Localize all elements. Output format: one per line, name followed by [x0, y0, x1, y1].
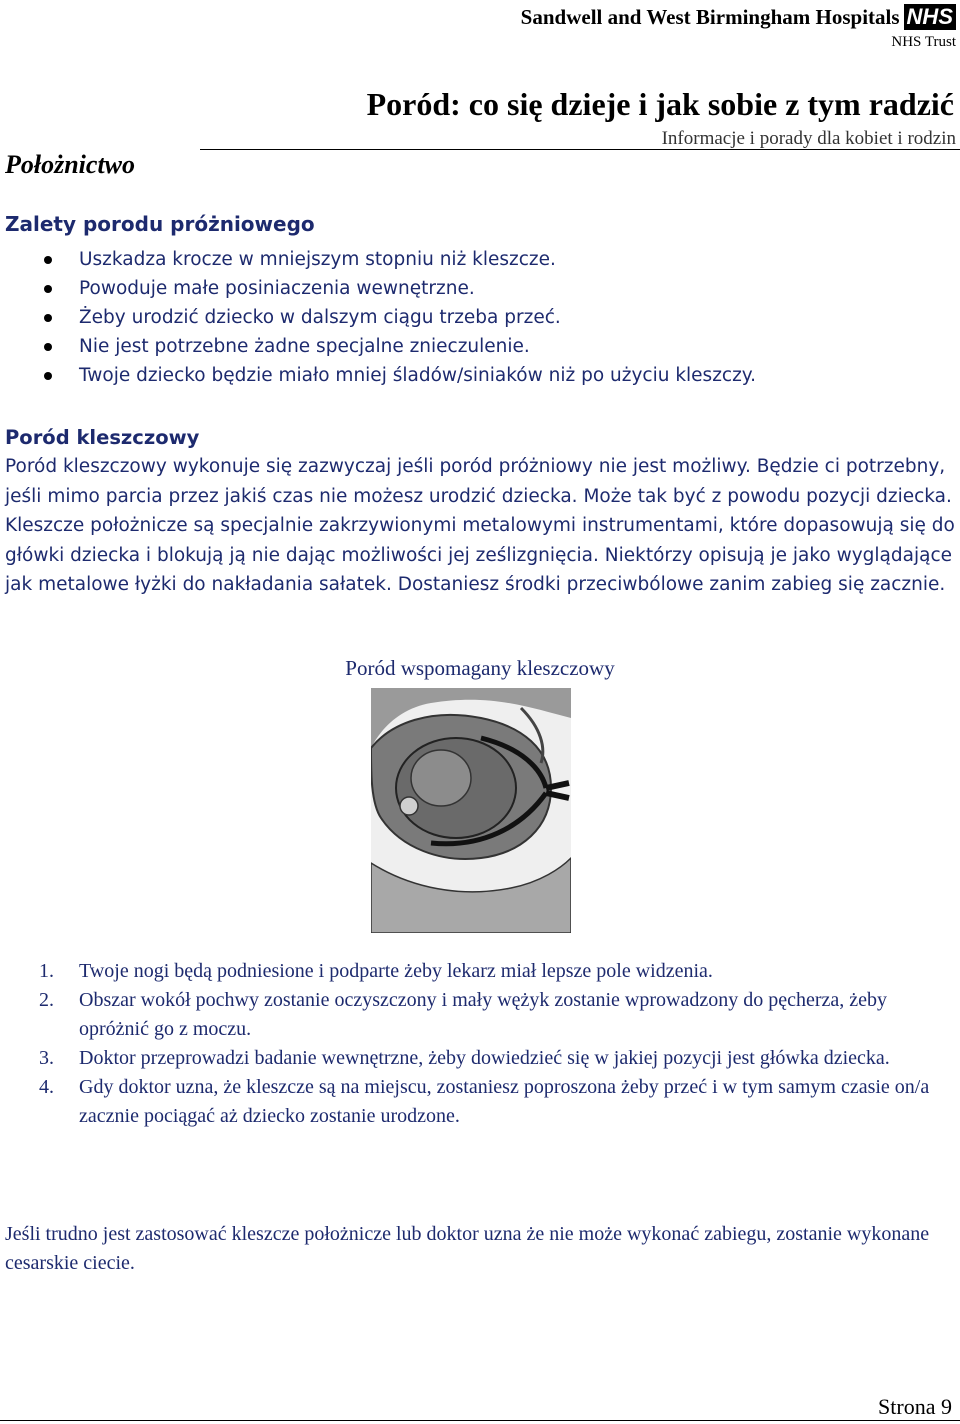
list-item: 1. Twoje nogi będą podniesione i podparte żeby lekarz miał lepsze pole widzenia. [39, 960, 713, 982]
closing-paragraph: Jeśli trudno jest zastosować kleszcze położnicze lub doktor uzna że nie może wykonać zabiegu, zostanie wykonane cesarskie ciecie. [5, 1223, 930, 1274]
list-item: 2. Obszar wokół pochwy zostanie oczyszczony i mały wężyk zostanie wprowadzony do pęcherza, żeby opróżnić go z moczu. [39, 989, 888, 1040]
forceps-delivery-drawing [371, 688, 571, 933]
forceps-heading: Poród kleszczowy [5, 426, 200, 449]
list-item: Twoje dziecko będzie miało mniej śladów/siniaków niż po użyciu kleszczy. [0, 362, 940, 391]
page-number: Strona 9 [878, 1394, 952, 1419]
nhs-logo: NHS [904, 4, 956, 30]
list-item: 3. Doktor przeprowadzi badanie wewnętrzne, żeby dowiedzieć się w jakiej pozycji jest główka dziecka. [39, 1047, 890, 1069]
list-item: Uszkadza krocze w mniejszym stopniu niż kleszcze. [0, 246, 940, 275]
forceps-paragraph: Poród kleszczowy wykonuje się zazwyczaj jeśli poród próżniowy nie jest możliwy. Będzie ci potrzebny, jeśli mimo parcia przez jakiś czas nie możesz urodzić dziecka. Może tak być z powodu pozycji dziecka. Kleszcze położnicze są specjalnie zakrzywionymi metalowymi instrumentami, które dopasowują się do główki dziecka i blokują ją nie dając możliwości jej ześlizgnięcia. Niektórzy opisują je jako wyglądające jak metalowe łyżki do nakładania sałatek. Dostaniesz środki przeciwbólowe zanim zabieg się zacznie. [5, 456, 955, 595]
department-label: Położnictwo [5, 150, 136, 179]
procedure-steps-list [0, 957, 950, 1131]
document-subtitle: Informacje i porady dla kobiet i rodzin [661, 128, 956, 149]
vacuum-benefits-list [0, 246, 940, 391]
bullet-icon [44, 314, 52, 322]
list-item: Powoduje małe posiniaczenia wewnętrzne. [0, 275, 940, 304]
bullet-icon [44, 343, 52, 351]
forceps-delivery-illustration [371, 688, 571, 933]
bullet-icon [44, 285, 52, 293]
list-item: Żeby urodzić dziecko w dalszym ciągu trzeba przeć. [0, 304, 940, 333]
list-item: Nie jest potrzebne żadne specjalne znieczulenie. [0, 333, 940, 362]
list-item: 4. Gdy doktor uzna, że kleszcze są na miejscu, zostaniesz poproszona żeby przeć i w tym samym czasie on/a zacznie pociągać aż dziecko zostanie urodzone. [39, 1076, 930, 1127]
vacuum-benefits-heading: Zalety porodu próżniowego [5, 212, 315, 236]
trust-type: NHS Trust [891, 34, 956, 50]
header-rule [200, 149, 960, 150]
figure-caption: Poród wspomagany kleszczowy [345, 656, 615, 680]
footer-rule [0, 1420, 960, 1421]
trust-name: Sandwell and West Birmingham Hospitals [520, 4, 900, 29]
trust-header [521, 4, 956, 30]
bullet-icon [44, 372, 52, 380]
document-title: Poród: co się dzieje i jak sobie z tym radzić [366, 86, 954, 122]
bullet-icon [44, 256, 52, 264]
